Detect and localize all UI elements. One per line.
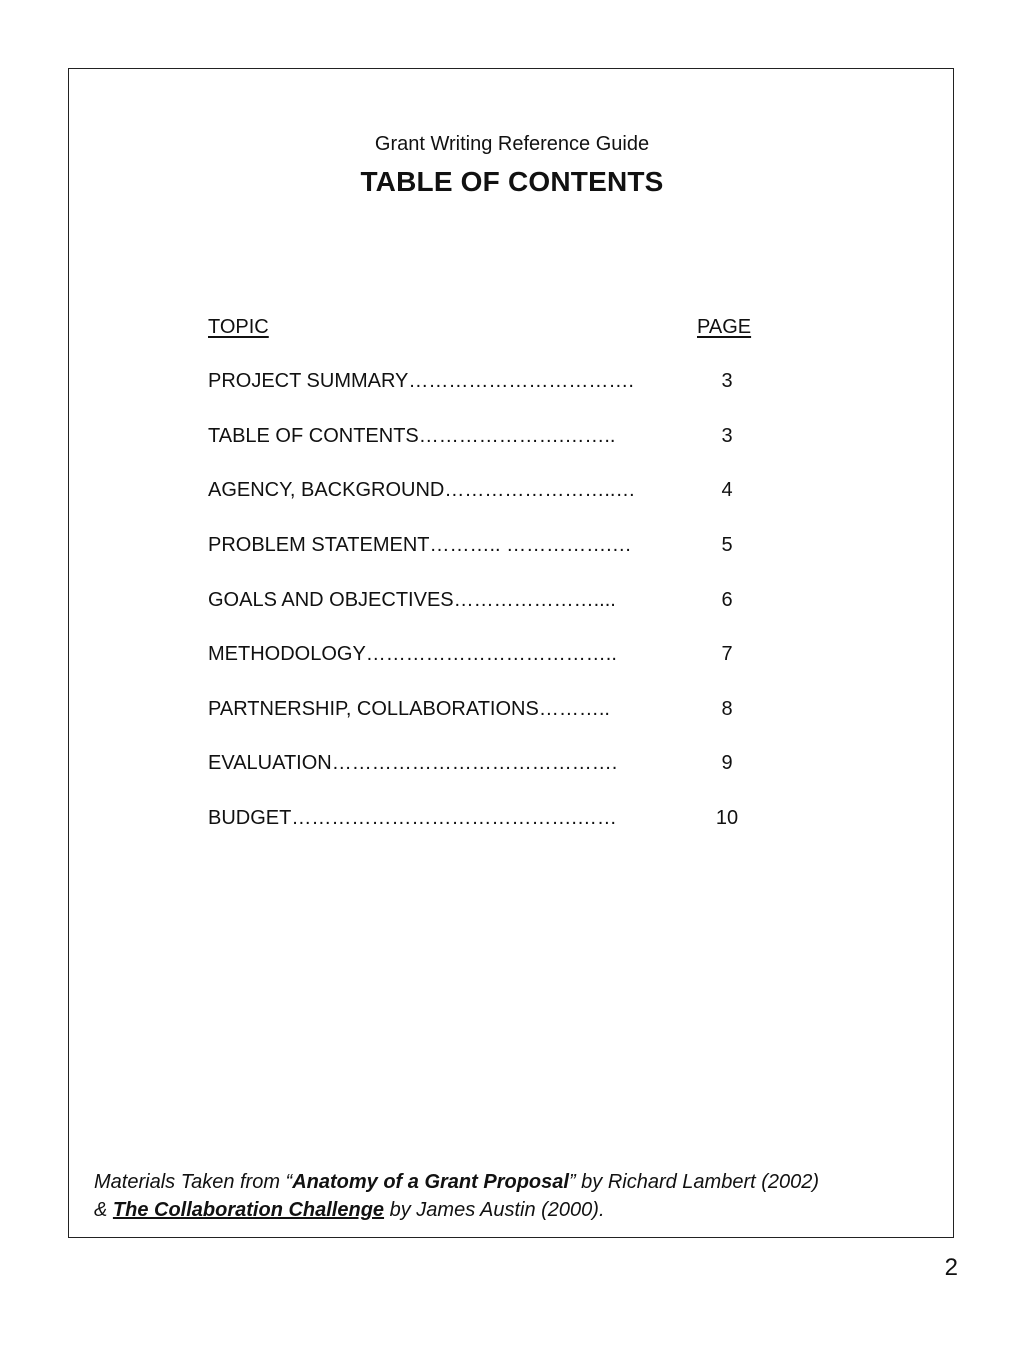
toc-entry [208,479,768,507]
citation-author-2: by James Austin (2000). [384,1199,605,1221]
toc-entry [208,698,768,726]
toc-entry-topic: PARTNERSHIP, COLLABORATIONS……….. [208,698,610,720]
toc-entry [208,807,768,835]
source-citation [94,1168,944,1224]
toc-entry [208,534,768,562]
toc-entry-page: 4 [721,479,733,501]
toc-entry-page: 9 [721,752,733,774]
page-column-header: PAGE [697,316,752,338]
toc-entry-page: 3 [721,370,733,392]
toc-entry-page: 3 [721,425,733,447]
toc-entry [208,589,768,617]
toc-entry-page: 8 [721,698,733,720]
toc-entry-page: 5 [721,534,733,556]
toc-entry-topic: GOALS AND OBJECTIVES………………….... [208,589,616,611]
toc-entry-topic: PROJECT SUMMARY……………………………. [208,370,634,392]
toc-entry-topic: PROBLEM STATEMENT……….. …………….… [208,534,632,556]
topic-column-header: TOPIC [208,316,269,338]
toc-entry-topic: AGENCY, BACKGROUND……………………..… [208,479,636,501]
citation-line-2 [94,1196,944,1224]
citation-line-1 [94,1168,944,1196]
page-number: 2 [944,1254,958,1281]
document-title: TABLE OF CONTENTS [360,166,664,197]
citation-book-title-1: Anatomy of a Grant Proposal [292,1171,569,1193]
citation-prefix: Materials Taken from “ [94,1171,293,1193]
document-subtitle: Grant Writing Reference Guide [374,133,650,155]
toc-entry-page: 10 [715,807,739,829]
toc-entry [208,643,768,671]
toc-entry-topic: EVALUATION……………………………………. [208,752,618,774]
toc-entry-page: 7 [721,643,733,665]
toc-entry-topic: METHODOLOGY……………………………….. [208,643,617,665]
toc-entry [208,425,768,453]
toc-entry-topic: BUDGET…………………………………….…… [208,807,617,829]
citation-author-1: ” by Richard Lambert (2002) [568,1171,820,1193]
toc-entry [208,752,768,780]
toc-entry-page: 6 [721,589,733,611]
citation-book-title-2: The Collaboration Challenge [112,1199,385,1221]
toc-entry [208,370,768,398]
toc-entry-topic: TABLE OF CONTENTS………………….…….. [208,425,616,447]
citation-ampersand: & [94,1199,113,1221]
